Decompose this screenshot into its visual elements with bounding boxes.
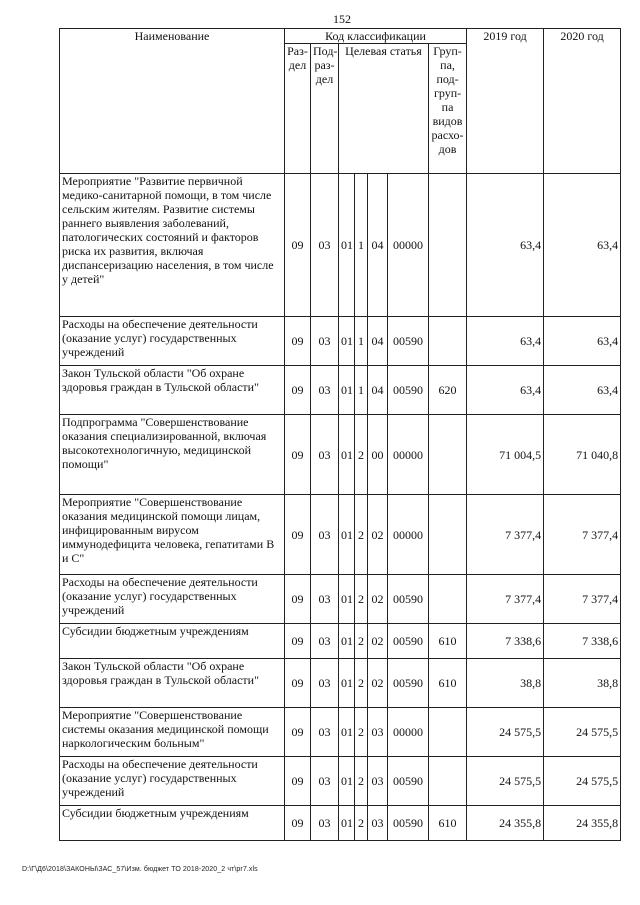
- header-target-article: Целевая статья: [339, 44, 429, 174]
- cell-vr: 610: [429, 806, 467, 841]
- cell-y2019: 7 377,4: [467, 575, 544, 624]
- header-year-2020: 2020 год: [544, 29, 621, 174]
- cell-y2020: 63,4: [544, 317, 621, 366]
- cell-c4: 00590: [388, 757, 429, 806]
- cell-c4: 00590: [388, 624, 429, 659]
- cell-rz: 09: [285, 495, 311, 575]
- table-row: [60, 757, 621, 806]
- table-row: [60, 659, 621, 708]
- cell-c1: 01: [339, 575, 355, 624]
- cell-c1: 01: [339, 757, 355, 806]
- cell-c3: 02: [368, 495, 388, 575]
- cell-y2019: 7 338,6: [467, 624, 544, 659]
- cell-c2: 1: [355, 317, 368, 366]
- cell-y2020: 7 377,4: [544, 495, 621, 575]
- cell-c4: 00000: [388, 415, 429, 495]
- cell-pr: 03: [311, 366, 339, 415]
- row-name: Субсидии бюджетным учреждениям: [60, 806, 285, 841]
- row-name: Закон Тульской области "Об охране здоровья граждан в Тульской области": [60, 366, 285, 415]
- cell-rz: 09: [285, 415, 311, 495]
- cell-rz: 09: [285, 757, 311, 806]
- cell-c2: 1: [355, 366, 368, 415]
- table-row: [60, 174, 621, 317]
- cell-y2020: 63,4: [544, 174, 621, 317]
- cell-vr: [429, 415, 467, 495]
- cell-rz: 09: [285, 317, 311, 366]
- cell-pr: 03: [311, 495, 339, 575]
- cell-rz: 09: [285, 708, 311, 757]
- cell-c2: 2: [355, 495, 368, 575]
- cell-y2019: 63,4: [467, 366, 544, 415]
- cell-y2020: 24 575,5: [544, 708, 621, 757]
- cell-y2020: 24 355,8: [544, 806, 621, 841]
- cell-vr: [429, 174, 467, 317]
- cell-pr: 03: [311, 659, 339, 708]
- cell-rz: 09: [285, 624, 311, 659]
- table-row: [60, 317, 621, 366]
- cell-y2019: 63,4: [467, 317, 544, 366]
- cell-vr: 620: [429, 366, 467, 415]
- cell-pr: 03: [311, 708, 339, 757]
- cell-c2: 2: [355, 575, 368, 624]
- cell-vr: [429, 495, 467, 575]
- cell-c4: 00590: [388, 366, 429, 415]
- cell-vr: [429, 317, 467, 366]
- cell-c1: 01: [339, 317, 355, 366]
- table-row: [60, 624, 621, 659]
- cell-y2020: 38,8: [544, 659, 621, 708]
- cell-rz: 09: [285, 806, 311, 841]
- cell-y2020: 63,4: [544, 366, 621, 415]
- table-row: [60, 495, 621, 575]
- row-name: Закон Тульской области "Об охране здоровья граждан в Тульской области": [60, 659, 285, 708]
- cell-vr: [429, 757, 467, 806]
- cell-y2019: 24 575,5: [467, 708, 544, 757]
- cell-c2: 2: [355, 659, 368, 708]
- cell-c1: 01: [339, 415, 355, 495]
- cell-rz: 09: [285, 659, 311, 708]
- cell-c4: 00000: [388, 174, 429, 317]
- cell-y2020: 71 040,8: [544, 415, 621, 495]
- cell-c3: 04: [368, 366, 388, 415]
- cell-c3: 03: [368, 708, 388, 757]
- cell-pr: 03: [311, 624, 339, 659]
- cell-y2019: 38,8: [467, 659, 544, 708]
- cell-pr: 03: [311, 415, 339, 495]
- cell-c4: 00590: [388, 806, 429, 841]
- row-name: Расходы на обеспечение деятельности (оказание услуг) государственных учреждений: [60, 575, 285, 624]
- cell-pr: 03: [311, 757, 339, 806]
- cell-c4: 00000: [388, 708, 429, 757]
- row-name: Субсидии бюджетным учреждениям: [60, 624, 285, 659]
- cell-c1: 01: [339, 495, 355, 575]
- cell-c3: 02: [368, 624, 388, 659]
- cell-y2019: 7 377,4: [467, 495, 544, 575]
- cell-c3: 04: [368, 317, 388, 366]
- cell-y2020: 7 377,4: [544, 575, 621, 624]
- cell-c3: 02: [368, 659, 388, 708]
- table-row: [60, 806, 621, 841]
- cell-c3: 04: [368, 174, 388, 317]
- cell-pr: 03: [311, 806, 339, 841]
- cell-y2019: 71 004,5: [467, 415, 544, 495]
- cell-vr: 610: [429, 659, 467, 708]
- cell-c2: 2: [355, 757, 368, 806]
- cell-y2019: 24 355,8: [467, 806, 544, 841]
- cell-pr: 03: [311, 575, 339, 624]
- cell-vr: [429, 575, 467, 624]
- cell-c1: 01: [339, 366, 355, 415]
- cell-c1: 01: [339, 708, 355, 757]
- cell-y2019: 63,4: [467, 174, 544, 317]
- row-name: Мероприятие "Совершенствование системы оказания медицинской помощи наркологическим больным": [60, 708, 285, 757]
- cell-c2: 2: [355, 806, 368, 841]
- cell-c3: 02: [368, 575, 388, 624]
- table-row: [60, 575, 621, 624]
- cell-c1: 01: [339, 174, 355, 317]
- cell-c4: 00590: [388, 317, 429, 366]
- table-row: [60, 708, 621, 757]
- cell-y2020: 24 575,5: [544, 757, 621, 806]
- budget-table: [59, 28, 621, 841]
- cell-c2: 2: [355, 708, 368, 757]
- cell-c4: 00590: [388, 659, 429, 708]
- header-subsection: Под-раз-дел: [311, 44, 339, 174]
- cell-c2: 2: [355, 624, 368, 659]
- cell-rz: 09: [285, 575, 311, 624]
- file-path-footer: D:\Г\Д6\2018\ЗАКОНЫ\ЗАС_57\Изм. бюджет ТО 2018-2020_2 чт\pr7.xls: [22, 866, 258, 873]
- cell-c3: 00: [368, 415, 388, 495]
- cell-rz: 09: [285, 174, 311, 317]
- cell-y2019: 24 575,5: [467, 757, 544, 806]
- header-expense-group: Груп-па, под-груп-па видов расхо-дов: [429, 44, 467, 174]
- cell-vr: 610: [429, 624, 467, 659]
- cell-c1: 01: [339, 806, 355, 841]
- cell-pr: 03: [311, 174, 339, 317]
- cell-c2: 1: [355, 174, 368, 317]
- cell-vr: [429, 708, 467, 757]
- row-name: Расходы на обеспечение деятельности (оказание услуг) государственных учреждений: [60, 317, 285, 366]
- cell-c1: 01: [339, 624, 355, 659]
- page-number: 152: [333, 12, 351, 26]
- row-name: Мероприятие "Совершенствование оказания медицинской помощи лицам, инфицированным вирусом иммунодефицита человека, гепатитами В и С": [60, 495, 285, 575]
- header-section: Раз-дел: [285, 44, 311, 174]
- cell-c1: 01: [339, 659, 355, 708]
- header-code-group: Код классификации: [285, 29, 467, 44]
- cell-c4: 00590: [388, 575, 429, 624]
- row-name: Мероприятие "Развитие первичной медико-санитарной помощи, в том числе сельским жителям. Развитие системы раннего выявления заболеваний, патологических состояний и факторов риска их развития, включая диспансеризацию населения, в том числе у детей": [60, 174, 285, 317]
- cell-y2020: 7 338,6: [544, 624, 621, 659]
- row-name: Подпрограмма "Совершенствование оказания специализированной, включая высокотехнологичную, медицинской помощи": [60, 415, 285, 495]
- row-name: Расходы на обеспечение деятельности (оказание услуг) государственных учреждений: [60, 757, 285, 806]
- table-row: [60, 366, 621, 415]
- table-row: [60, 415, 621, 495]
- cell-c3: 03: [368, 806, 388, 841]
- cell-c4: 00000: [388, 495, 429, 575]
- header-year-2019: 2019 год: [467, 29, 544, 174]
- cell-c2: 2: [355, 415, 368, 495]
- cell-c3: 03: [368, 757, 388, 806]
- cell-rz: 09: [285, 366, 311, 415]
- cell-pr: 03: [311, 317, 339, 366]
- header-name: Наименование: [60, 29, 285, 174]
